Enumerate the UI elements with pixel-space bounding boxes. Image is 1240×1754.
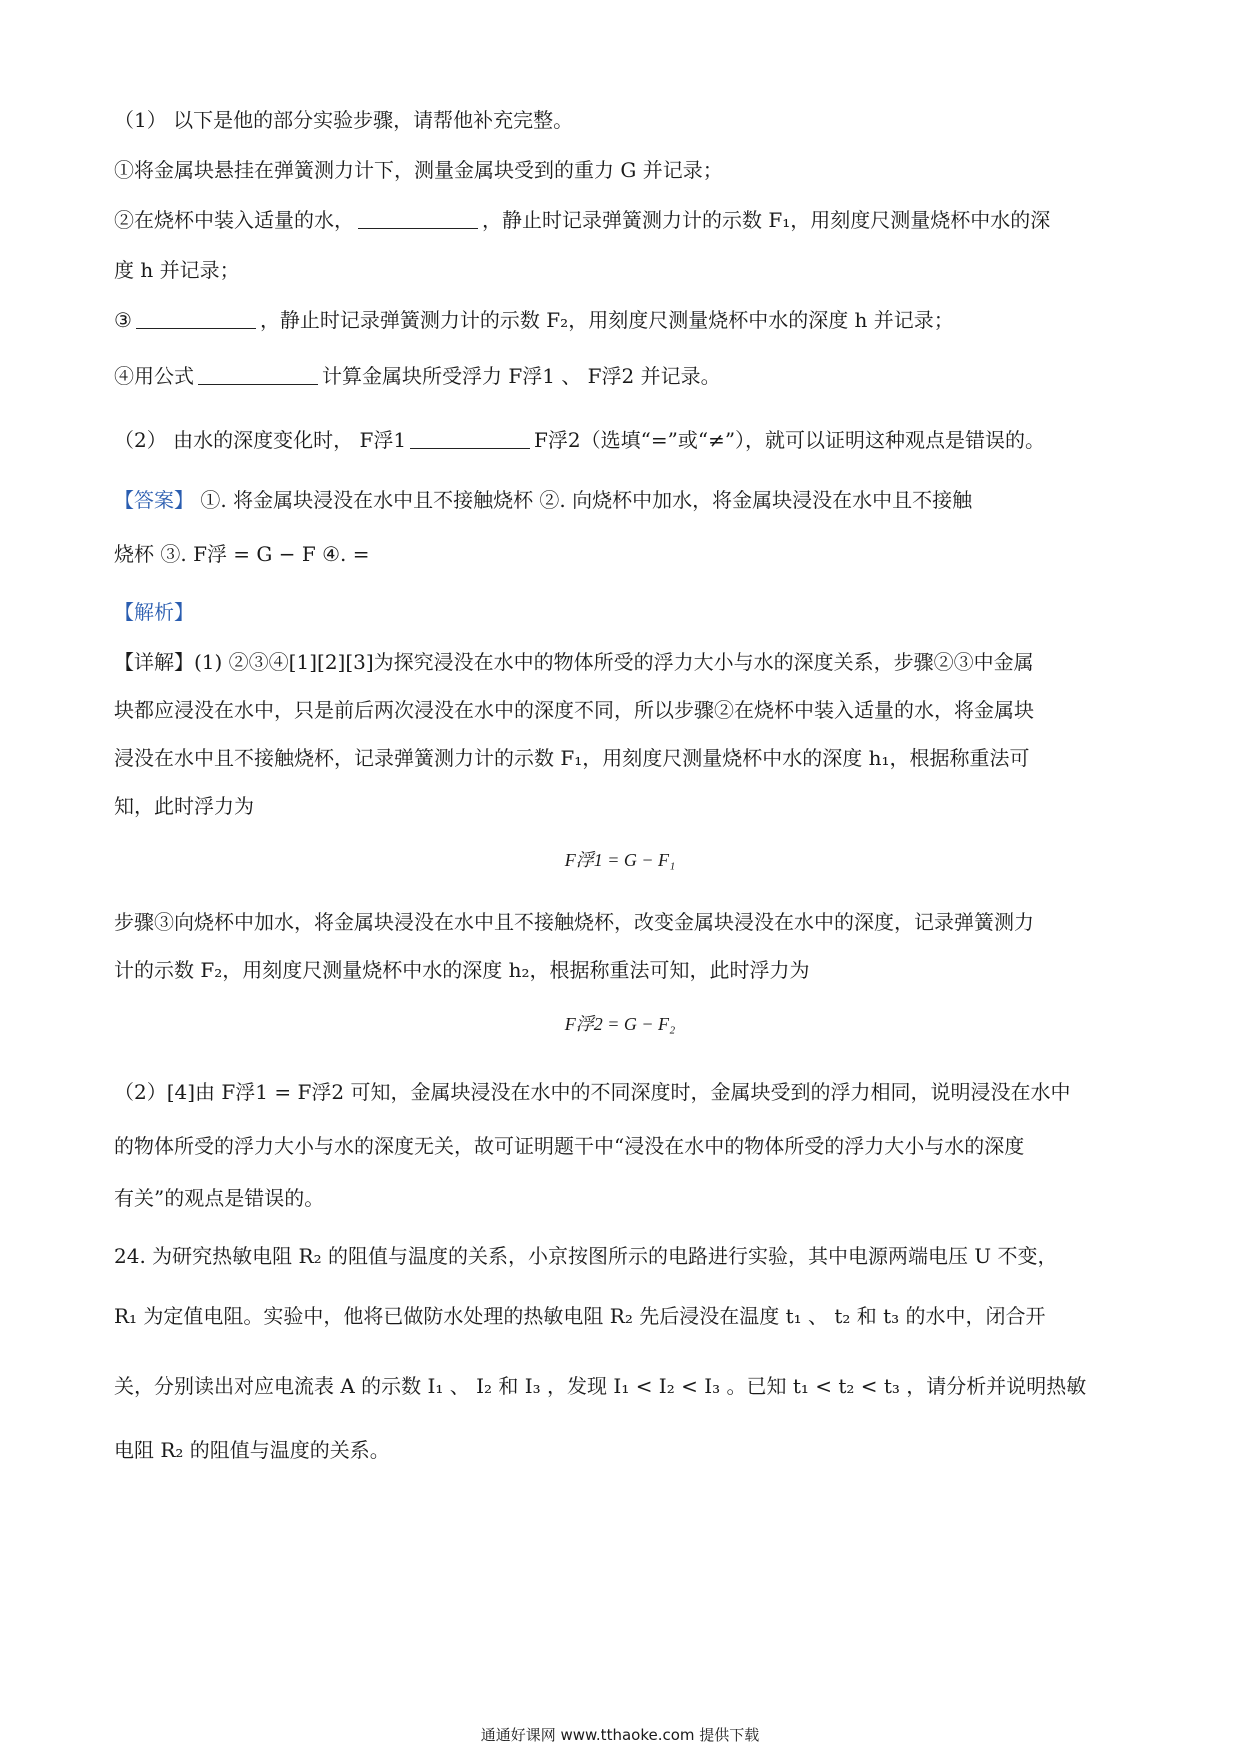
- blank-4[interactable]: [410, 430, 530, 449]
- answer-text-1: ①. 将金属块浸没在水中且不接触烧杯 ②. 向烧杯中加水，将金属块浸没在水中且不接触: [194, 488, 973, 512]
- q23-step2: [114, 204, 1050, 233]
- q23-step4: [114, 360, 721, 389]
- step2-text-b: ，静止时记录弹簧测力计的示数 F₁，用刻度尺测量烧杯中水的深: [482, 208, 1051, 232]
- analysis-line5: 步骤③向烧杯中加水，将金属块浸没在水中且不接触烧杯，改变金属块浸没在水中的深度，记录弹簧测力: [114, 910, 1034, 934]
- analysis-line9: 有关”的观点是错误的。: [114, 1186, 325, 1210]
- analysis-line1: 【详解】(1) ②③④[1][2][3]为探究浸没在水中的物体所受的浮力大小与水的深度关系，步骤②③中金属: [114, 650, 1034, 674]
- q24-line3: 关，分别读出对应电流表 A 的示数 I₁ 、 I₂ 和 I₃ ，发现 I₁ < I₂ < I₃ 。已知 t₁ < t₂ < t₃ ，请分析并说明热敏: [114, 1374, 1087, 1398]
- blank-3[interactable]: [198, 366, 318, 385]
- analysis-line6: 计的示数 F₂，用刻度尺测量烧杯中水的深度 h₂，根据称重法可知，此时浮力为: [114, 958, 810, 982]
- q24-line1: 24. 为研究热敏电阻 R₂ 的阻值与温度的关系，小京按图所示的电路进行实验，其中电源两端电压 U 不变，: [114, 1244, 1058, 1268]
- q23-part1: （1） 以下是他的部分实验步骤，请帮他补充完整。: [114, 108, 574, 132]
- step3-text-a: ③: [114, 308, 132, 332]
- answer-line1: [114, 484, 972, 513]
- part2-text-a: （2） 由水的深度变化时， F浮1: [114, 428, 407, 452]
- answer-label: 【答案】: [114, 488, 194, 512]
- blank-1[interactable]: [358, 210, 478, 229]
- step2-text-a: ②在烧杯中装入适量的水，: [114, 208, 354, 232]
- part2-text-b: F浮2（选填“=”或“≠”），就可以证明这种观点是错误的。: [534, 428, 1046, 452]
- q23-step3: [114, 304, 954, 333]
- step4-text-a: ④用公式: [114, 364, 194, 388]
- q23-step1: ①将金属块悬挂在弹簧测力计下，测量金属块受到的重力 G 并记录；: [114, 158, 723, 182]
- step4-text-b: 计算金属块所受浮力 F浮1 、 F浮2 并记录。: [322, 364, 721, 388]
- q23-part2: [114, 424, 1045, 453]
- answer-line2: 烧杯 ③. F浮 = G − F ④. =: [114, 542, 370, 566]
- equation-1: F浮1 = G − F₁: [564, 850, 676, 870]
- step3-text-b: ，静止时记录弹簧测力计的示数 F₂，用刻度尺测量烧杯中水的深度 h 并记录；: [259, 308, 954, 332]
- q23-step2-cont: 度 h 并记录；: [114, 258, 240, 282]
- q24-line4: 电阻 R₂ 的阻值与温度的关系。: [114, 1438, 390, 1462]
- analysis-line8: 的物体所受的浮力大小与水的深度无关，故可证明题干中“浸没在水中的物体所受的浮力大小与水的深度: [114, 1134, 1025, 1158]
- analysis-line4: 知，此时浮力为: [114, 794, 254, 818]
- equation-2: F浮2 = G − F₂: [564, 1014, 676, 1034]
- analysis-line7: （2）[4]由 F浮1 = F浮2 可知，金属块浸没在水中的不同深度时，金属块受到的浮力相同，说明浸没在水中: [114, 1080, 1071, 1104]
- analysis-line3: 浸没在水中且不接触烧杯，记录弹簧测力计的示数 F₁，用刻度尺测量烧杯中水的深度 h₁，根据称重法可: [114, 746, 1030, 770]
- footer: 通通好课网 www.tthaoke.com 提供下载: [480, 1726, 760, 1744]
- q24-line2: R₁ 为定值电阻。实验中，他将已做防水处理的热敏电阻 R₂ 先后浸没在温度 t₁ 、 t₂ 和 t₃ 的水中，闭合开: [114, 1304, 1046, 1328]
- analysis-line2: 块都应浸没在水中，只是前后两次浸没在水中的深度不同，所以步骤②在烧杯中装入适量的水，将金属块: [114, 698, 1034, 722]
- blank-2[interactable]: [136, 310, 256, 329]
- analysis-label: 【解析】: [114, 600, 194, 624]
